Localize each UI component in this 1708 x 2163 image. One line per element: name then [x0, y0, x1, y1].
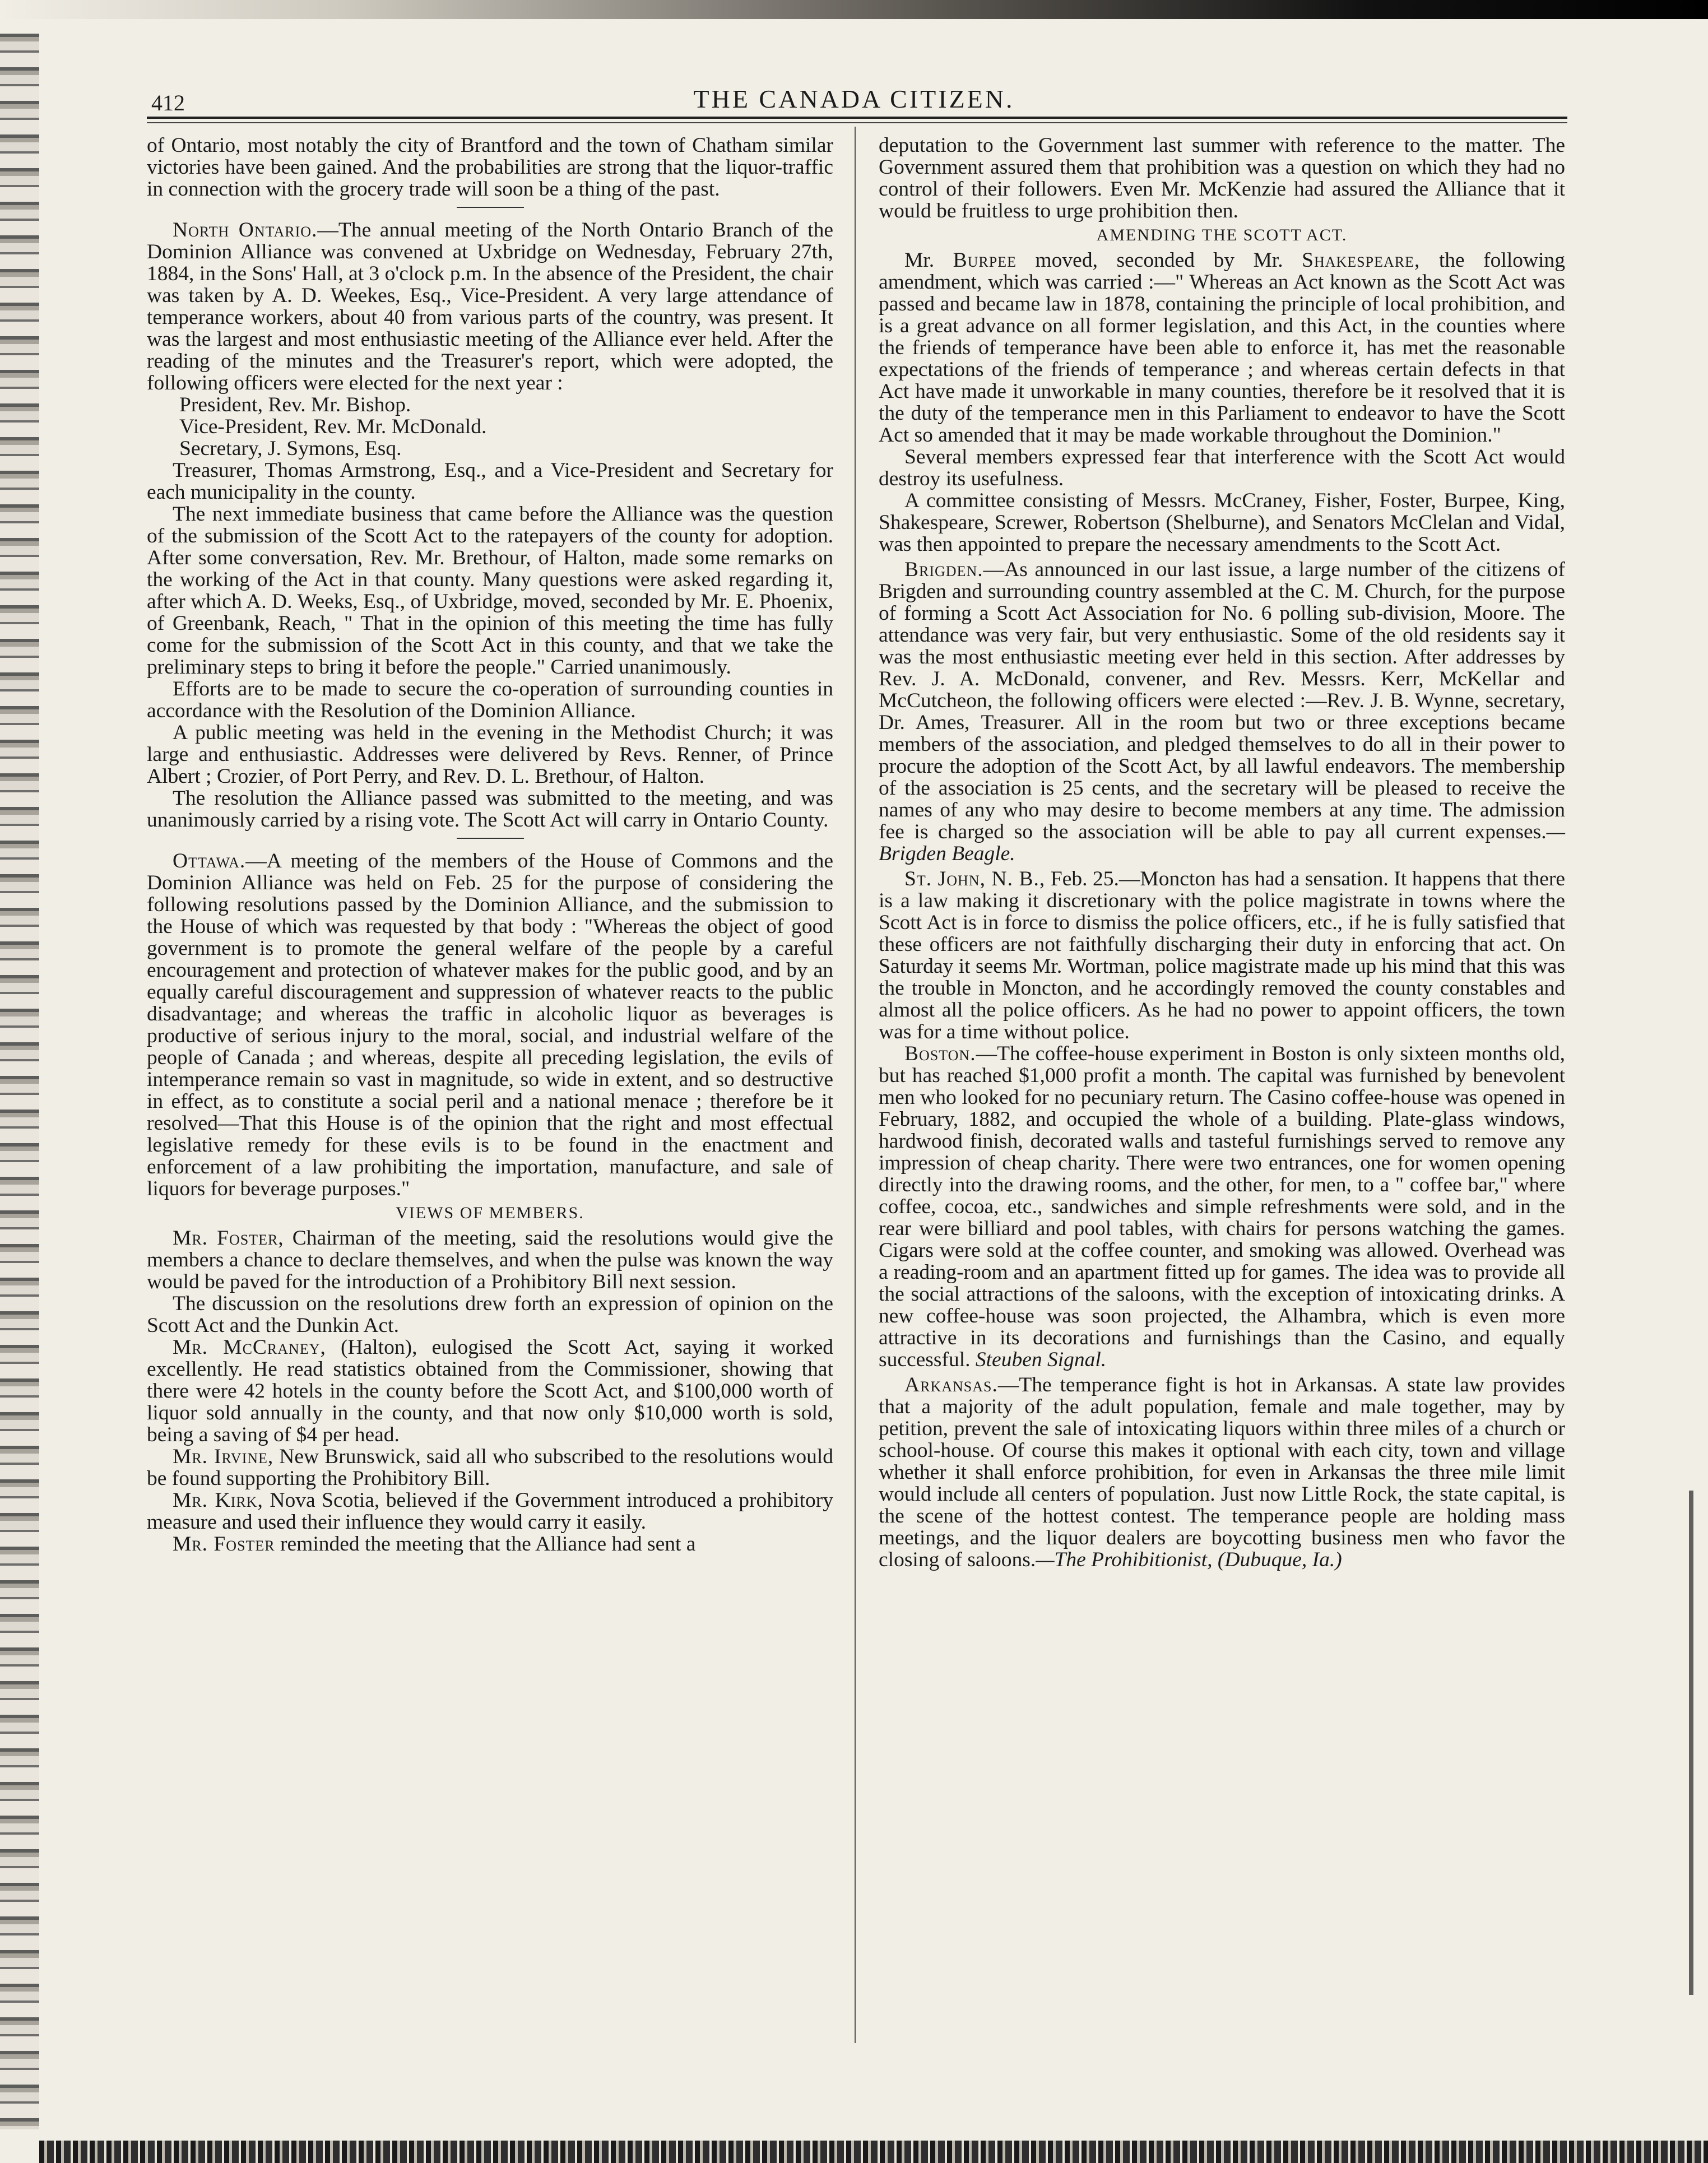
- paragraph-foster-reminder: [147, 1533, 833, 1555]
- paragraph-deputation: deputation to the Government last summer with reference to the matter. The Government assured them that prohibition was a question on which they had no control of their followers. Even Mr. McKenzie had assured the Alliance that it would be fruitless to urge prohibition then.: [879, 134, 1565, 222]
- st-john-body: Feb. 25.—Moncton has had a sensation. It happens that there is a law making it discretionary with the police magistrate in towns where the Scott Act is in force to dismiss the police officers, etc., if he is fully satisfied that these officers are not faithfully discharging their duty in enforcing that act. On Saturday it seems Mr. Wortman, police magistrate made up his mind that this was the trouble in Moncton, and he accordingly removed the county constables and almost all the police officers. As he had no power to appoint officers, the town was for a time without police.: [879, 867, 1565, 1043]
- kirk-body: Nova Scotia, believed if the Government introduced a prohibitory measure and used their influence they would carry it easily.: [147, 1489, 833, 1534]
- amending-scott-act-heading: AMENDING THE SCOTT ACT.: [1096, 226, 1348, 244]
- north-ontario-lead: North Ontario.: [173, 219, 318, 242]
- article-north-ontario: [147, 219, 833, 394]
- officer-secretary: Secretary, J. Symons, Esq.: [179, 437, 402, 460]
- foster-reminder-body: reminded the meeting that the Alliance had sent a: [275, 1533, 696, 1556]
- paragraph-resolution: The resolution the Alliance passed was submitted to the meeting, and was unanimously carried by a rising vote. The Scott Act will carry in Ontario County.: [147, 787, 833, 832]
- mccraney-name: Mr. McCraney,: [173, 1336, 326, 1359]
- paragraph-foster: [147, 1227, 833, 1293]
- page-number: 412: [151, 90, 185, 115]
- boston-source: Steuben Signal.: [975, 1348, 1107, 1371]
- scan-edge-bottom: [39, 2141, 1708, 2163]
- article-ottawa: [147, 850, 833, 1200]
- foster-body: Chairman of the meeting, said the resolutions would give the members a chance to declare themselves, and when the pulse was known the way would be paved for the introduction of a Prohibitory Bill next session.: [147, 1227, 833, 1293]
- burpee-pre: Mr.: [904, 249, 953, 272]
- paragraph-committee: A committee consisting of Messrs. McCraney, Fisher, Foster, Burpee, King, Shakespeare, Screwer, Robertson (Shelburne), and Senators McClelan and Vidal, was then appointed to prepare the necessary amendments to the Scott Act.: [879, 489, 1565, 556]
- column-divider: [855, 127, 856, 2043]
- officer-president: President, Rev. Mr. Bishop.: [179, 393, 411, 416]
- header-rule-thin: [147, 122, 1567, 123]
- arkansas-body: —The temperance fight is hot in Arkansas. A state law provides that a majority of the adult population, female and male together, may by petition, prevent the sale of intoxicating liquors within three miles of a church or school-house. Of course this makes it optional with each city, town and village whether it shall enforce prohibition, for even in Arkansas the three mile limit would include all centers of population. Just now Little Rock, the state capital, is the scene of the hottest contest. The temperance people are holding mass meetings, and the liquor dealers are boycotting business men who favor the closing of saloons.: [879, 1373, 1565, 1571]
- article-arkansas: [879, 1374, 1565, 1571]
- shakespeare-name: Shakespeare,: [1302, 249, 1421, 272]
- scan-edge-top: [0, 0, 1708, 19]
- burpee-name: Burpee: [953, 249, 1017, 272]
- ottawa-body: —A meeting of the members of the House of Commons and the Dominion Alliance was held on Feb. 25 for the purpose of considering the following resolutions passed by the Dominion Alliance, and the submission to the House of which was requested by that body : "Whereas the object of good government is to promote the general welfare of the people by a careful encouragement and protection of whatever makes for the public good, and by an equally careful discouragement and suppression of whatever reacts to the public disadvantage; and whereas the traffic in alcoholic liquor as beverages is productive of serious injury to the moral, social, and industrial welfare of the people of Canada ; and whereas, despite all preceding legislation, the evils of intemperance remain so vast in magnitude, so wide in extent, and so destructive in effect, as to constitute a social peril and a national menace ; therefore be it resolved—That this House is of the opinion that the right and most effectual legislative remedy for these evils is to be found in the enactment and enforcement of a law prohibiting the importation, manufacture, and sale of liquors for beverage purposes.": [147, 850, 833, 1200]
- section-separator: [457, 207, 524, 208]
- paragraph-several-members: Several members expressed fear that interference with the Scott Act would destroy its usefulness.: [879, 445, 1565, 490]
- arkansas-lead: Arkansas.: [904, 1373, 998, 1396]
- header-rule: [147, 117, 1567, 119]
- foster-reminder-name: Mr. Foster: [173, 1533, 275, 1556]
- st-john-lead: St. John, N. B.,: [904, 867, 1046, 890]
- mccraney-body: (Halton), eulogised the Scott Act, saying it worked excellently. He read statistics obtained from the Commissioner, showing that there were 42 hotels in the county before the Scott Act, and $100,000 worth of liquor sold annually in the county, and that now only $10,000 worth is sold, being a saving of $4 per head.: [147, 1336, 833, 1446]
- brigden-lead: Brigden.: [904, 558, 983, 581]
- paragraph-discussion: The discussion on the resolutions drew forth an expression of opinion on the Scott Act and the Dunkin Act.: [147, 1292, 833, 1337]
- arkansas-source: —The Prohibitionist, (Dubuque, Ia.): [1036, 1548, 1342, 1571]
- officer-vice-president: Vice-President, Rev. Mr. McDonald.: [179, 415, 487, 438]
- article-st-john: [879, 868, 1565, 1043]
- ottawa-lead: Ottawa.: [173, 850, 246, 872]
- boston-lead: Boston.: [904, 1042, 976, 1065]
- burpee-mid: moved, seconded by Mr.: [1017, 249, 1302, 272]
- officer-treasurer: Treasurer, Thomas Armstrong, Esq., and a Vice-President and Secretary for each municipality in the county.: [147, 459, 833, 504]
- paragraph-irvine: [147, 1446, 833, 1489]
- scan-edge-right: [1689, 1491, 1693, 1995]
- article-boston: [879, 1043, 1565, 1371]
- irvine-body: New Brunswick, said all who subscribed to the resolutions would be found supporting the Prohibitory Bill.: [147, 1445, 834, 1490]
- paragraph-public-meeting: A public meeting was held in the evening in the Methodist Church; it was large and enthusiastic. Addresses were delivered by Revs. Renner, of Prince Albert ; Crozier, of Port Perry, and Rev. D. L. Brethour, of Halton.: [147, 721, 833, 788]
- paragraph-burpee-amendment: [879, 249, 1565, 446]
- views-of-members-heading: VIEWS OF MEMBERS.: [396, 1204, 584, 1222]
- irvine-name: Mr. Irvine,: [173, 1445, 274, 1468]
- paragraph-kirk: [147, 1489, 833, 1533]
- brigden-body: —As announced in our last issue, a large number of the citizens of Brigden and surrounding country assembled at the C. M. Church, for the purpose of forming a Scott Act Association for No. 6 polling sub-division, Moore. The attendance was very fair, but very enthusiastic. Some of the old residents say it was the most enthusiastic meeting ever held in this section. After addresses by Rev. J. A. McDonald, convener, and Rev. Messrs. Kerr, McKellar and McCutcheon, the following officers were elected :—Rev. J. B. Wynne, secretary, Dr. Ames, Treasurer. All in the room but two or three exceptions became members of the association, and pledged themselves to do all in their power to procure the adoption of the Scott Act, by all lawful endeavors. The membership of the association is 25 cents, and the secretary will be pleased to receive the names of any who may desire to become members at any time. The admission fee is charged so the association will be able to pay all current expenses.: [879, 558, 1565, 843]
- right-column: [879, 134, 1565, 1571]
- section-separator: [457, 838, 524, 839]
- left-column: [147, 134, 833, 1555]
- kirk-name: Mr. Kirk,: [173, 1489, 263, 1512]
- paragraph-mccraney: [147, 1336, 833, 1446]
- paragraph-next-business: The next immediate business that came before the Alliance was the question of the submission of the Scott Act to the ratepayers of the county for adoption. After some conversation, Rev. Mr. Brethour, of Halton, made some remarks on the working of the Act in that county. Many questions were asked regarding it, after which A. D. Weeks, Esq., of Uxbridge, moved, seconded by Mr. E. Phoenix, of Greenbank, Reach, " That in the opinion of this meeting the time has fully come for the submission of the Scott Act in this county, and that we take the preliminary steps to bring it before the people." Carried unanimously.: [147, 503, 833, 679]
- page-title: THE CANADA CITIZEN.: [693, 85, 1015, 113]
- brigden-source: —Brigden Beagle.: [879, 820, 1565, 865]
- paragraph-intro: of Ontario, most notably the city of Brantford and the town of Chatham similar victories have been gained. And the probabilities are strong that the liquor-traffic in connection with the grocery trade will soon be a thing of the past.: [147, 134, 833, 201]
- paragraph-efforts: Efforts are to be made to secure the co-operation of surrounding counties in accordance with the Resolution of the Dominion Alliance.: [147, 677, 833, 722]
- foster-name: Mr. Foster,: [173, 1227, 284, 1250]
- article-brigden: [879, 559, 1565, 865]
- burpee-body: the following amendment, which was carried :—" Whereas an Act known as the Scott Act was passed and became law in 1878, containing the principle of local prohibition, and is a great advance on all former legislation, and this Act, in the counties where the friends of temperance have been able to enforce it, has met the reasonable expectations of the friends of temperance ; and whereas certain defects in that Act have made it unworkable in many counties, therefore be it resolved that it is the duty of the temperance men in this Parliament to endeavor to have the Scott Act so amended that it may be made workable throughout the Dominion.": [879, 249, 1565, 447]
- north-ontario-body: —The annual meeting of the North Ontario Branch of the Dominion Alliance was convened at Uxbridge on Wednesday, February 27th, 1884, in the Sons' Hall, at 3 o'clock p.m. In the absence of the President, the chair was taken by A. D. Weekes, Esq., Vice-President. A very large attendance of temperance workers, about 40 from various parts of the country, was present. It was the largest and most enthusiastic meeting of the Alliance ever held. After the reading of the minutes and the Treasurer's report, which were adopted, the following officers were elected for the next year :: [147, 219, 834, 394]
- scan-edge-left: [0, 34, 39, 2129]
- boston-body: —The coffee-house experiment in Boston is only sixteen months old, but has reached $1,000 profit a month. The capital was furnished by benevolent men who looked for no pecuniary return. The Casino coffee-house was opened in February, 1882, and occupied the whole of a building. Plate-glass windows, hardwood finish, decorated walls and tasteful furnishings served to remove any impression of cheap charity. There were two entrances, one for women opening directly into the drawing rooms, and the other, for men, to a " coffee bar," where coffee, cocoa, etc., sandwiches and simple refreshments were sold, and in the rear were billiard and pool tables, with chairs for persons watching the games. Cigars were sold at the coffee counter, and smoking was allowed. Overhead was a reading-room and an apartment fitted up for games. The idea was to provide all the social attractions of the saloons, with the exception of intoxicating drinks. A new coffee-house was soon projected, the Alhambra, which is even more attractive in its decorations and furnishings than the Casino, and equally successful.: [879, 1042, 1565, 1371]
